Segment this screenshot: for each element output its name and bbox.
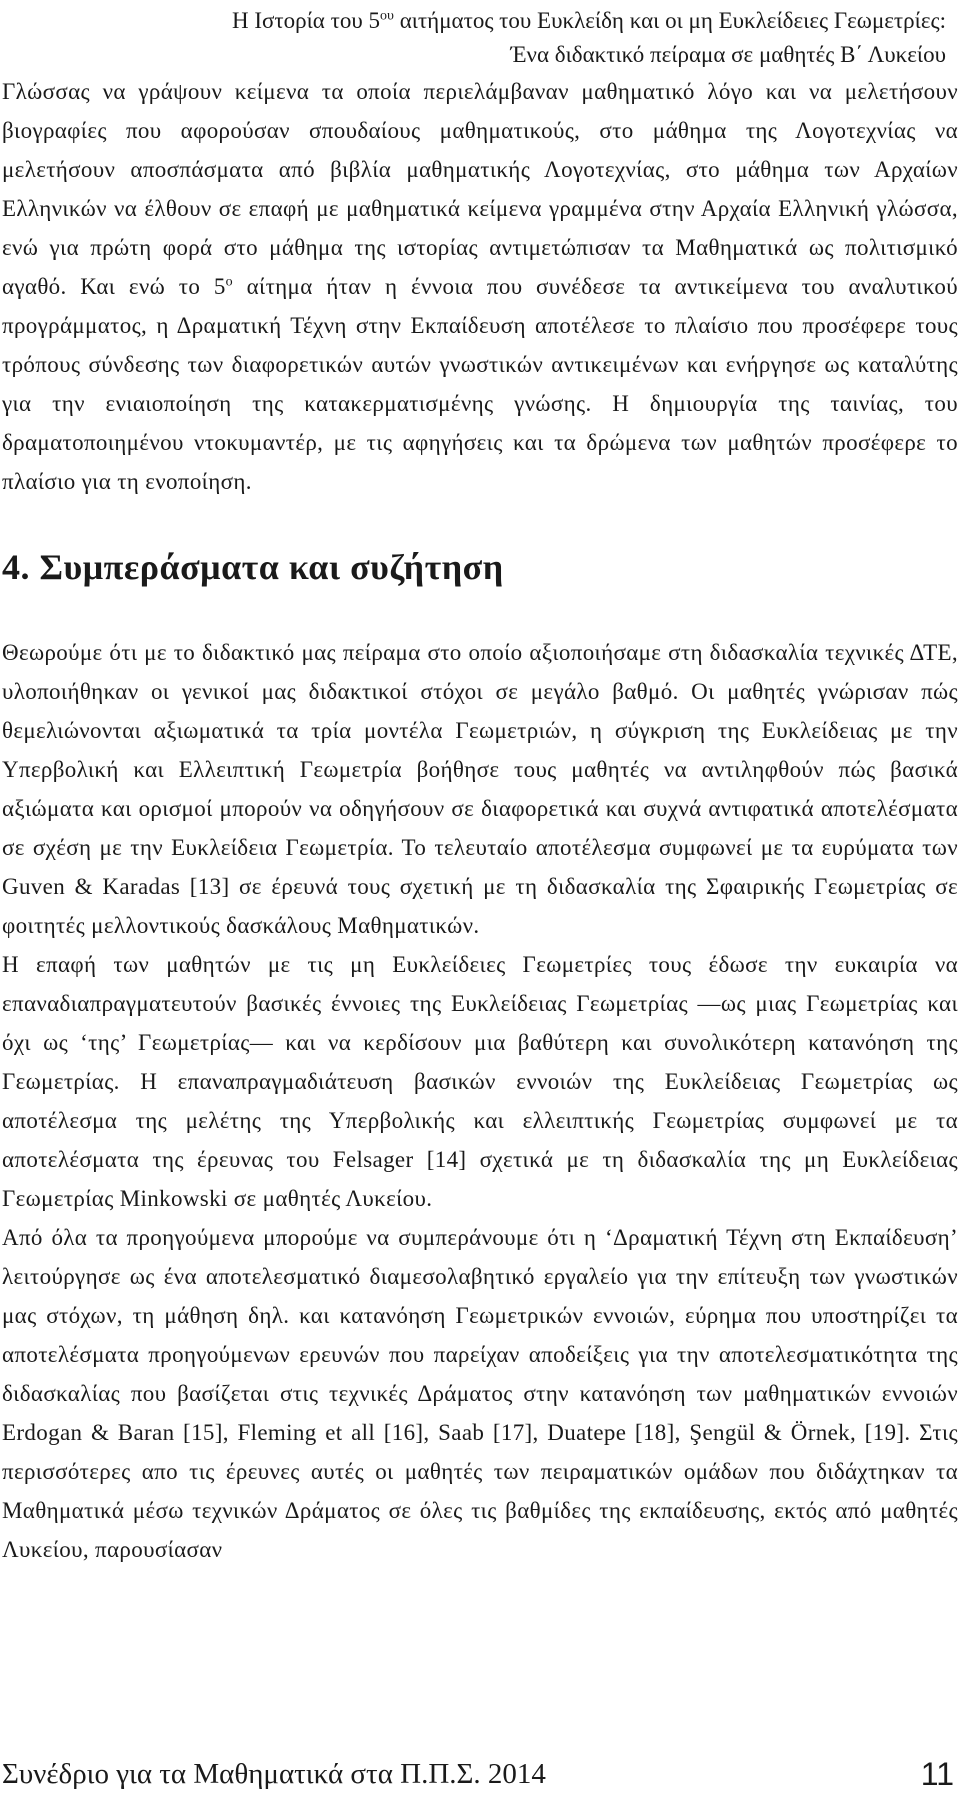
body-paragraph: Από όλα τα προηγούμενα μπορούμε να συμπεράνουμε ότι η ‘Δραματική Τέχνη στη Εκπαίδευση’ λειτούργησε ως ένα αποτελεσματικό διαμεσολαβητικό εργαλείο για την επίτευξη των γνωστικών μας στόχων, τη μάθηση δηλ. και κατανόηση Γεωμετρικών εννοιών, εύρημα που υποστηρίζει τα αποτελέσματα προηγούμενων ερευνών που παρείχαν αποδείξεις για την αποτελεσματικότητα της διδασκαλίας που βασίζεται στις τεχνικές Δράματος στην κατανόηση των μαθηματικών εννοιών Erdogan & Baran [15], Fleming et all [16], Saab [17], Duatepe [18], Şengül & Örnek, [19]. Στις περισσότερες απο τις έρευνες αυτές οι μαθητές των πειραματικών ομάδων που διδάχτηκαν τα Μαθηματικά μέσω τεχνικών Δράματος σε όλες τις βαθμίδες της εκπαίδευσης, εκτός από μαθητές Λυκείου, παρουσίασαν: [2, 1225, 958, 1562]
page-body: [2, 72, 958, 1569]
footer-conference: Συνέδριο για τα Μαθηματικά στα Π.Π.Σ. 2014: [2, 1758, 546, 1790]
running-header: [232, 4, 946, 72]
page-footer: [2, 1752, 954, 1796]
body-paragraph: Θεωρούμε ότι με το διδακτικό μας πείραμα στο οποίο αξιοποιήσαμε στη διδασκαλία τεχνικές ΔΤΕ, υλοποιήθηκαν οι γενικοί μας διδακτικοί στόχοι σε μεγάλο βαθμό. Οι μαθητές γνώρισαν πώς θεμελιώνονται αξιωματικά τα τρία μοντέλα Γεωμετριών, η σύγκριση της Ευκλείδειας με την Υπερβολική και Ελλειπτική Γεωμετρία βοήθησε τους μαθητές να αντιληφθούν πώς βασικά αξιώματα και ορισμοί μπορούν να οδηγήσουν σε διαφορετικά και συχνά αντιφατικά αποτελέσματα σε σχέση με την Ευκλείδεια Γεωμετρία. Το τελευταίο αποτέλεσμα συμφωνεί με τα ευρύματα των Guven & Karadas [13] σε έρευνά τους σχετική με τη διδασκαλία της Σφαιρικής Γεωμετρίας σε φοιτητές μελλοντικούς δασκάλους Μαθηματικών.: [2, 640, 958, 938]
header-title: Η Ιστορία του $5^{o\upsilon}$ αιτήματος του Ευκλείδη και οι μη Ευκλείδειες Γεωμετρίες:: [231, 8, 946, 33]
body-paragraph: Η επαφή των μαθητών με τις μη Ευκλείδειες Γεωμετρίες τους έδωσε την ευκαιρία να επαναδιαπραγματευτούν βασικές έννοιες της Ευκλείδειας Γεωμετρίας —ως μιας Γεωμετρίας και όχι ως ‘της’ Γεωμετρίας— και να κερδίσουν μια βαθύτερη και συνολικότερη κατανόηση της Γεωμετρίας. Η επαναπραγμαδιάτευση βασικών εννοιών της Ευκλείδειας Γεωμετρίας ως αποτέλεσμα της μελέτης της Υπερβολικής και ελλειπτικής Γεωμετρίας συμφωνεί με τα αποτελέσματα της έρευνας του Felsager [14] σχετικά με τη διδασκαλία της μη Ευκλείδειας Γεωμετρίας Minkowski σε μαθητές Λυκείου.: [2, 952, 958, 1211]
intro-paragraph: Γλώσσας να γράψουν κείμενα τα οποία περιελάμβαναν μαθηματικό λόγο και να μελετήσουν βιογραφίες που αφορούσαν σπουδαίους μαθηματικούς, στο μάθημα της Λογοτεχνίας να μελετήσουν αποσπάσματα από βιβλία μαθηματικής Λογοτεχνίας, στο μάθημα των Αρχαίων Ελληνικών να έλθουν σε επαφή με μαθηματικά κείμενα γραμμένα στην Αρχαία Ελληνική γλώσσα, ενώ για πρώτη φορά στο μάθημα της ιστορίας αντιμετώπισαν τα Μαθηματικά ως πολιτισμικό αγαθό. Και ενώ το $5^o$ αίτημα ήταν η έννοια που συνέδεσε τα αντικείμενα του αναλυτικού προγράμματος, η Δραματική Τέχνη στην Εκπαίδευση αποτέλεσε το πλαίσιο που προσέφερε τους τρόπους σύνδεσης των διαφορετικών αυτών γνωστικών αντικειμένων και ενήργησε ως καταλύτης για την ενιαιοποίηση της κατακερματισμένης γνώσης. Η δημιουργία της ταινίας, του δραματοποιημένου ντοκυμαντέρ, με τις αφηγήσεις και τα δρώμενα των μαθητών προσέφερε το πλαίσιο για τη ενοποίηση.: [2, 79, 958, 494]
page-number: 11: [920, 1756, 954, 1792]
header-subtitle: Ένα διδακτικό πείραμα σε μαθητές Β΄ Λυκείου: [510, 42, 946, 67]
section-heading: 4. Συμπεράσματα και συζήτηση: [2, 547, 504, 587]
